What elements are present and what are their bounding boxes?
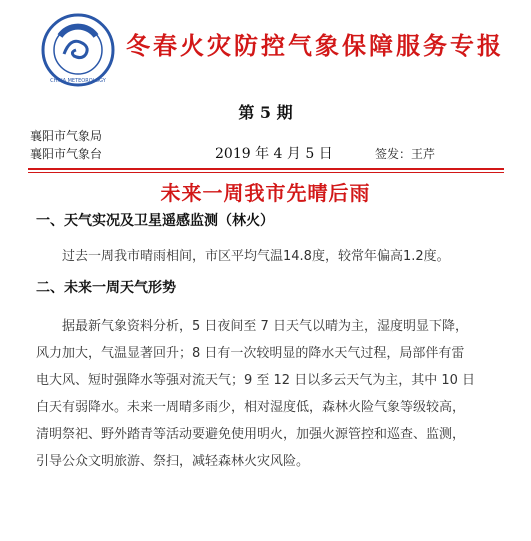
forecast-line: 据最新气象资料分析，5 日夜间至 7 日天气以晴为主，湿度明显下降，: [62, 319, 468, 334]
issue-date: 2019 年 4 月 5 日: [215, 146, 333, 162]
section-heading-weather-review: 一、天气实况及卫星遥感监测（林火）: [36, 213, 274, 229]
meteorology-logo-icon: [40, 12, 116, 88]
logo-text: CHINA METEOROLOGY: [50, 78, 106, 84]
forecast-line: 风力加大，气温显著回升；8 日有一次较明显的降水天气过程，局部伴有雷: [36, 346, 465, 361]
issuing-org-bureau: 襄阳市气象局: [30, 129, 103, 143]
forecast-line: 电大风、短时强降水等强对流天气；9 至 12 日以多云天气为主，其中 10 日: [36, 373, 476, 388]
bulletin-title: 冬春火灾防控气象保障服务专报: [126, 31, 504, 60]
bulletin-header: [0, 0, 531, 100]
forecast-line: 白天有弱降水。未来一周晴多雨少，相对湿度低，森林火险气象等级较高，: [36, 400, 466, 415]
report-headline: 未来一周我市先晴后雨: [160, 181, 371, 205]
issue-number: 第 5 期: [238, 103, 293, 122]
forecast-paragraph: [36, 313, 504, 475]
issuing-org-observatory: 襄阳市气象台: [30, 147, 103, 161]
forecast-line: 引导公众文明旅游、祭扫，减轻森林火灾风险。: [36, 454, 310, 469]
forecast-line: 清明祭祀、野外踏青等活动要避免使用明火，加强火源管控和巡查、监测，: [36, 427, 466, 442]
signer: 签发：王芹: [375, 147, 436, 161]
section-heading-forecast: 二、未来一周天气形势: [36, 280, 176, 296]
divider-thick: [28, 168, 504, 170]
divider-thin: [28, 172, 504, 173]
weather-review-paragraph: 过去一周我市晴雨相间，市区平均气温14.8度，较常年偏高1.2度。: [62, 249, 450, 264]
